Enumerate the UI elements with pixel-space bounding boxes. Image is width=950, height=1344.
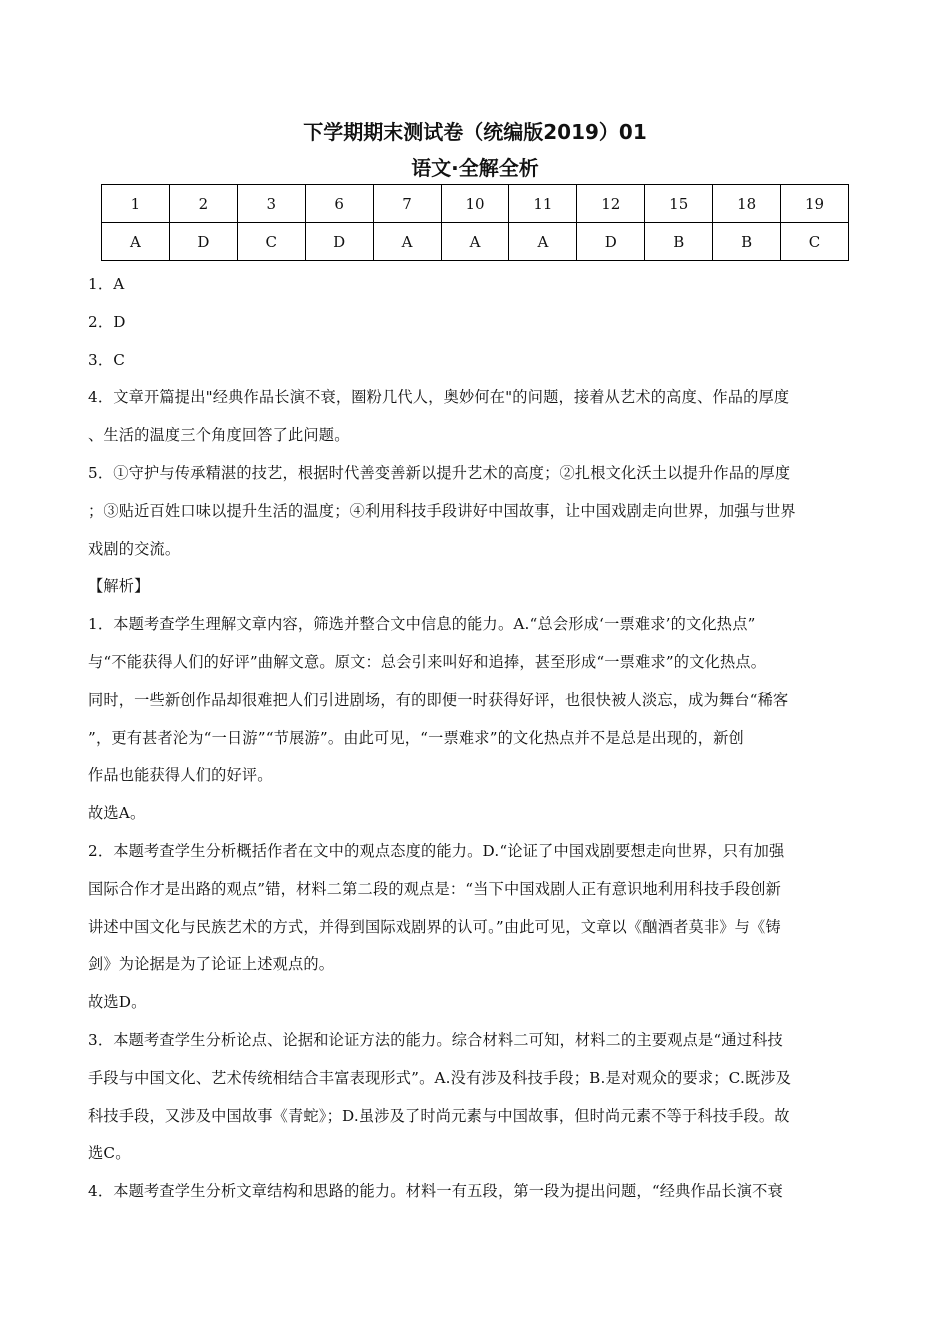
answer-row — [102, 223, 849, 261]
question-cell: 1 — [102, 185, 170, 223]
question-cell: 19 — [781, 185, 849, 223]
analysis-line: 故选D。 — [88, 993, 147, 1012]
analysis-line: 手段与中国文化、艺术传统相结合丰富表现形式”。A.没有涉及科技手段；B.是对观众的要求；C.既涉及 — [88, 1068, 792, 1087]
answer-line: 、生活的温度三个角度回答了此问题。 — [88, 426, 350, 445]
question-cell: 6 — [305, 185, 373, 223]
analysis-line: 与“不能获得人们的好评”曲解文意。原文：总会引来叫好和追捧，甚至形成“一票难求”的文化热点。 — [88, 652, 767, 671]
analysis-line: 同时，一些新创作品却很难把人们引进剧场，有的即便一时获得好评，也很快被人淡忘，成为舞台“稀客 — [88, 690, 789, 709]
answer-cell: A — [441, 223, 509, 261]
question-cell: 18 — [713, 185, 781, 223]
answer-cell: C — [237, 223, 305, 261]
answer-cell: B — [713, 223, 781, 261]
page-subtitle: 语文·全解全析 — [411, 156, 539, 180]
question-cell: 3 — [237, 185, 305, 223]
question-cell: 11 — [509, 185, 577, 223]
answer-cell: A — [509, 223, 577, 261]
answer-cell: A — [102, 223, 170, 261]
answer-cell: D — [305, 223, 373, 261]
question-cell: 10 — [441, 185, 509, 223]
analysis-line: 科技手段，又涉及中国故事《青蛇》；D.虽涉及了时尚元素与中国故事，但时尚元素不等于科技手段。故 — [88, 1106, 790, 1125]
answer-line: 5．①守护与传承精湛的技艺，根据时代善变善新以提升艺术的高度；②扎根文化沃土以提升作品的厚度 — [88, 463, 791, 482]
answer-line: 3．C — [88, 350, 126, 369]
analysis-line: 作品也能获得人们的好评。 — [88, 766, 273, 785]
answer-cell: A — [373, 223, 441, 261]
question-cell: 15 — [645, 185, 713, 223]
section-heading: 【解析】 — [88, 577, 150, 596]
analysis-line: 1．本题考查学生理解文章内容，筛选并整合文中信息的能力。A.“总会形成‘一票难求’的文化热点” — [88, 615, 756, 634]
answer-line: 戏剧的交流。 — [88, 539, 181, 558]
analysis-line: 选C。 — [88, 1144, 131, 1163]
analysis-line: 3．本题考查学生分析论点、论据和论证方法的能力。综合材料二可知，材料二的主要观点是“通过科技 — [88, 1030, 783, 1049]
answer-line: ；③贴近百姓口味以提升生活的温度；④利用科技手段讲好中国故事，让中国戏剧走向世界，加强与世界 — [88, 501, 796, 520]
analysis-body — [88, 266, 858, 1211]
analysis-line: 2．本题考查学生分析概括作者在文中的观点态度的能力。D.“论证了中国戏剧要想走向世界，只有加强 — [88, 841, 785, 860]
answer-table — [101, 184, 849, 261]
question-cell: 2 — [169, 185, 237, 223]
analysis-line: 剑》为论据是为了论证上述观点的。 — [88, 955, 335, 974]
answer-line: 4．文章开篇提出"经典作品长演不衰，圈粉几代人，奥妙何在"的问题，接着从艺术的高度、作品的厚度 — [88, 388, 790, 407]
question-cell: 7 — [373, 185, 441, 223]
answer-cell: B — [645, 223, 713, 261]
analysis-line: 故选A。 — [88, 804, 146, 823]
answer-cell: D — [169, 223, 237, 261]
question-cell: 12 — [577, 185, 645, 223]
answer-cell: C — [781, 223, 849, 261]
question-number-row — [102, 185, 849, 223]
answer-cell: D — [577, 223, 645, 261]
answer-line: 1．A — [88, 275, 125, 293]
page-title: 下学期期末测试卷（统编版2019）01 — [303, 120, 647, 144]
answer-line: 2．D — [88, 312, 126, 331]
analysis-line: 4．本题考查学生分析文章结构和思路的能力。材料一有五段，第一段为提出问题，“经典作品长演不衰 — [88, 1182, 783, 1201]
analysis-line: 国际合作才是出路的观点”错，材料二第二段的观点是：“当下中国戏剧人正有意识地利用科技手段创新 — [88, 879, 781, 898]
analysis-line: ”，更有甚者沦为“一日游”“节展游”。由此可见，“一票难求”的文化热点并不是总是出现的，新创 — [88, 728, 744, 747]
analysis-line: 讲述中国文化与民族艺术的方式，并得到国际戏剧界的认可。”由此可见，文章以《酗酒者莫非》与《铸 — [88, 917, 781, 936]
